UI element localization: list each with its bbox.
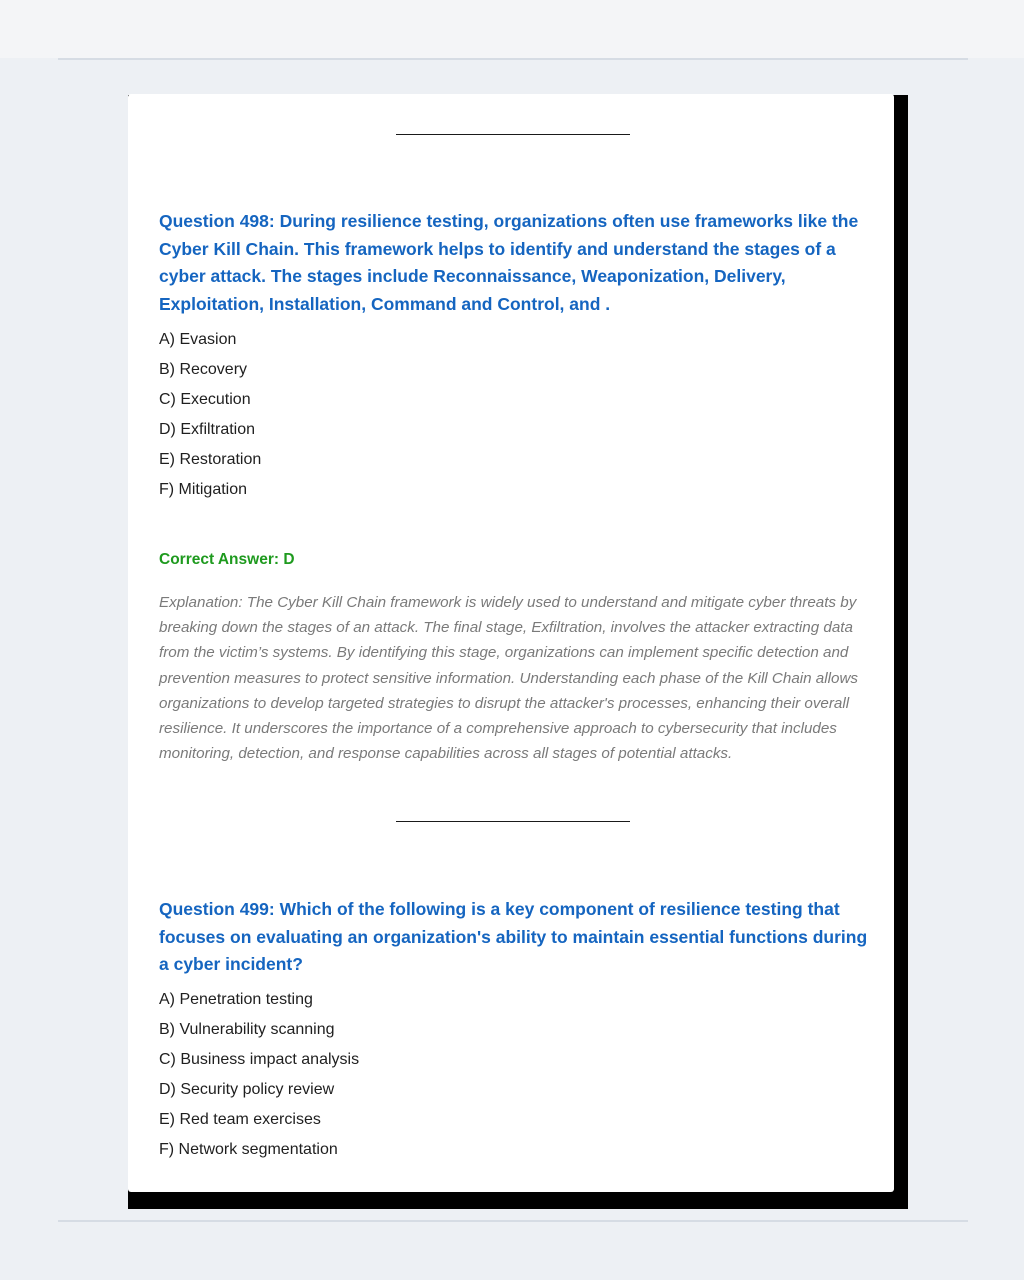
correct-answer: Correct Answer: D — [159, 551, 295, 568]
option-a: A) Evasion — [159, 331, 237, 348]
option-e: E) Red team exercises — [159, 1111, 321, 1128]
option-e: E) Restoration — [159, 451, 262, 468]
option-c: C) Execution — [159, 391, 251, 408]
question-498-options — [159, 327, 261, 507]
top-band — [0, 0, 1024, 58]
option-b: B) Vulnerability scanning — [159, 1021, 335, 1038]
question-499-options — [159, 987, 359, 1167]
question-498-text: Question 498: During resilience testing, organizations often use frameworks like the Cyber Kill Chain. This framework helps to identify and understand the stages of a cyber attack. The stages include Reconnaissance, Weaponization, Delivery, Exploitation, Installation, Command and Control, and . — [159, 211, 859, 314]
document-page — [128, 94, 894, 1192]
top-divider — [58, 58, 968, 60]
question-499-text: Question 499: Which of the following is a key component of resilience testing that focuses on evaluating an organization's ability to maintain essential functions during a cyber incident? — [159, 899, 868, 974]
option-d: D) Exfiltration — [159, 421, 256, 438]
explanation-text: Explanation: The Cyber Kill Chain framework is widely used to understand and mitigate cyber threats by breaking down the stages of an attack. The final stage, Exfiltration, involves the attacker extracting data from the victim’s systems. By identifying this stage, organizations can implement specific detection and prevention measures to protect sensitive information. Understanding each phase of the Kill Chain allows organizations to develop targeted strategies to disrupt the attacker's processes, enhancing their overall resilience. It underscores the importance of a comprehensive approach to cybersecurity that includes monitoring, detection, and response capabilities across all stages of potential attacks. — [159, 594, 859, 763]
option-c: C) Business impact analysis — [159, 1051, 360, 1068]
option-f: F) Mitigation — [159, 481, 248, 498]
option-a: A) Penetration testing — [159, 991, 313, 1008]
bottom-divider — [58, 1220, 968, 1222]
option-f: F) Network segmentation — [159, 1141, 338, 1158]
section-separator — [396, 821, 630, 822]
section-separator — [396, 134, 630, 135]
option-d: D) Security policy review — [159, 1081, 335, 1098]
option-b: B) Recovery — [159, 361, 248, 378]
